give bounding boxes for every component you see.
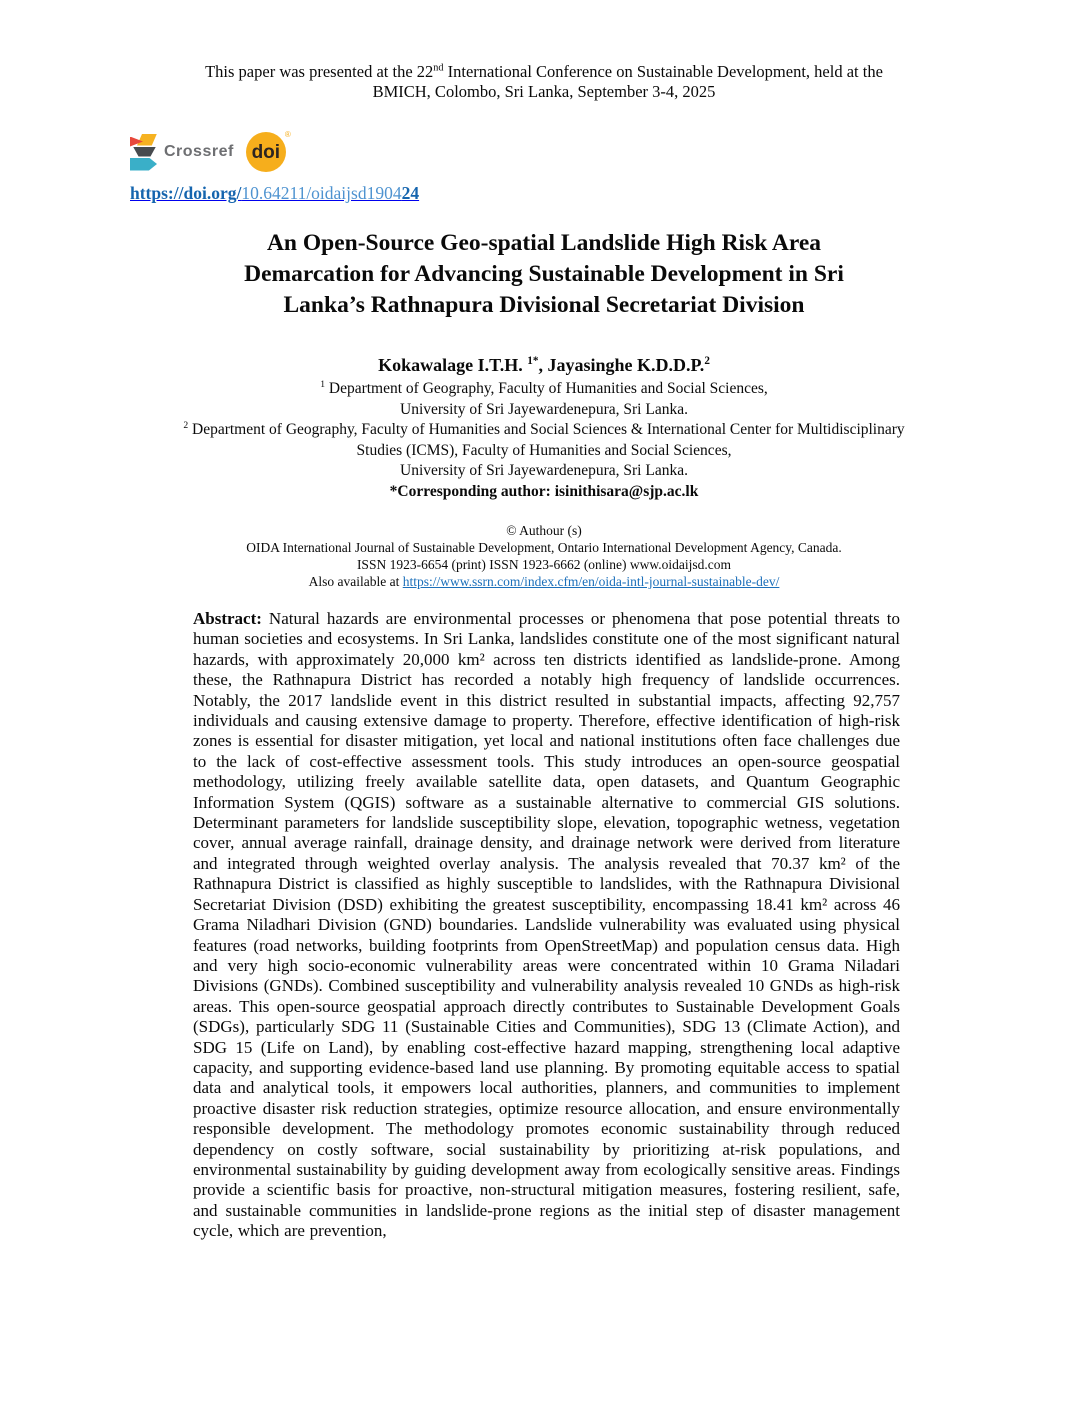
issn-line: ISSN 1923-6654 (print) ISSN 1923-6662 (online) www.oidaijsd.com [356, 557, 732, 572]
paper-title-line1: An Open-Source Geo-spatial Landslide High Risk Area [266, 230, 822, 256]
crossref-icon-teal-shape [130, 158, 157, 171]
paper-title-line2: Demarcation for Advancing Sustainable Development in Sri [244, 261, 844, 287]
authors-separator: , [538, 355, 548, 375]
conference-note-text-cont: International Conference on Sustainable Development, held at the [443, 62, 883, 81]
journal-line: OIDA International Journal of Sustainable Development, Ontario International Development Agency, Canada. [246, 540, 842, 555]
doi-link[interactable] [130, 183, 419, 203]
paper-title-line3: Lanka’s Rathnapura Divisional Secretariat Division [283, 292, 805, 318]
author-1-superscript: 1* [527, 355, 539, 367]
availability-line [0, 573, 1088, 590]
conference-note-text: This paper was presented at the 22 [205, 62, 434, 81]
crossref-logo [130, 134, 234, 171]
imprint-block [0, 522, 1088, 590]
affiliation-2-line3: University of Sri Jayewardenepura, Sri Lanka. [400, 462, 688, 479]
doi-link-line [130, 183, 1088, 204]
conference-note-line1 [0, 62, 1088, 82]
doi-registered-mark: ® [284, 130, 291, 139]
doi-link-prefix: https://doi.org/ [130, 183, 242, 203]
conference-note-line2: BMICH, Colombo, Sri Lanka, September 3-4, 2025 [372, 82, 716, 101]
crossref-icon-dark-shape [133, 147, 156, 157]
author-2-superscript: 2 [704, 355, 710, 367]
conference-note [0, 0, 1088, 102]
abstract-label: Abstract: [193, 609, 262, 628]
crossref-icon [130, 134, 157, 171]
affiliation-1-text: Department of Geography, Faculty of Humanities and Social Sciences, [325, 380, 768, 397]
affiliations-block [0, 379, 1088, 502]
ssrn-journal-link[interactable]: https://www.ssrn.com/index.cfm/en/oida-intl-journal-sustainable-dev/ [402, 574, 780, 589]
affiliation-2-superscript: 2 [183, 419, 189, 431]
corresponding-author-line: *Corresponding author: isinithisara@sjp.ac.lk [389, 482, 699, 500]
affiliation-2-text: Department of Geography, Faculty of Humanities and Social Sciences & International Center for Multidisciplinary [188, 421, 905, 438]
authors-line [0, 354, 1088, 376]
affiliation-1-line2: University of Sri Jayewardenepura, Sri Lanka. [400, 400, 688, 418]
crossref-icon-yellow-shape [137, 134, 157, 146]
copyright-line: © Authour (s) [506, 523, 582, 538]
logo-row [130, 130, 1088, 174]
affiliation-1-line1 [0, 379, 1088, 400]
doi-logo [246, 130, 291, 172]
doi-logo-label: doi [251, 141, 281, 163]
affiliation-2-line1 [0, 420, 1088, 441]
availability-prefix: Also available at [308, 574, 403, 589]
crossref-wordmark: Crossref [164, 143, 234, 160]
doi-link-suffix: 24 [401, 183, 420, 203]
affiliation-1-superscript: 1 [320, 378, 325, 390]
abstract-paragraph [193, 609, 900, 1242]
affiliation-2-line2: Studies (ICMS), Faculty of Humanities and Social Sciences, [356, 441, 732, 459]
paper-title [0, 228, 1088, 321]
author-1-name: Kokawalage I.T.H. [378, 355, 528, 375]
abstract-text: Natural hazards are environmental processes or phenomena that pose potential threats to human societies and ecosystems. In Sri Lanka, landslides constitute one of the most significant natural hazards, with approximately 20,000 km² across ten districts identified as landslide-prone. Among these, the Rathnapura District has recorded a notably high frequency of landslide occurrences. Notably, the 2017 landslide event in this district resulted in substantial impacts, affecting 92,757 individuals and causing extensive damage to property. Therefore, effective identification of high-risk zones is essential for disaster mitigation, yet local and national institutions often face challenges due to the lack of cost-effective assessment tools. This study introduces an open-source geospatial methodology, utilizing freely available satellite data, open datasets, and Quantum Geographic Information System (QGIS) software as a sustainable alternative to commercial GIS solutions. Determinant parameters for landslide susceptibility slope, elevation, topographic wetness, vegetation cover, annual average rainfall, drainage density, and drainage network were derived from literature and integrated through weighted overlay analysis. The analysis revealed that 70.37 km² of the Rathnapura District is classified as highly susceptible to landslides, with the Rathnapura Divisional Secretariat Division (DSD) exhibiting the greatest susceptibility, encompassing 18.41 km² across 46 Grama Niladhari Division (GND) boundaries. Landslide vulnerability was evaluated using physical features (road networks, building footprints from OpenStreetMap) and population census data. High and very high socio-economic vulnerability areas were concentrated within 10 Grama Niladari Divisions (GNDs). Combined susceptibility and vulnerability analysis revealed 10 GNDs as high-risk areas. This open-source geospatial approach directly contributes to Sustainable Development Goals (SDGs), particularly SDG 11 (Sustainable Cities and Communities), SDG 13 (Climate Action), and SDG 15 (Life on Land), by enabling cost-effective hazard mapping, strengthening local adaptive capacity, and supporting evidence-based land use planning. By promoting equitable access to spatial data and analytical tools, it empowers local authorities, planners, and communities to implement proactive disaster risk reduction strategies, optimize resource allocation, and ensure environmentally responsible development. The methodology promotes economic sustainability through reduced dependency on costly software, social sustainability by prioritizing at-risk populations, and environmental sustainability by guiding development away from ecologically sensitive areas. Findings provide a scientific basis for proactive, non-structural mitigation measures, fostering resilient, safe, and sustainable communities in landslide-prone regions as the initial step of disaster management cycle, which are prevention, [193, 609, 900, 1241]
doi-link-middle: 10.64211/oidaijsd1904 [241, 183, 402, 203]
author-2-name: Jayasinghe K.D.D.P. [547, 355, 705, 375]
ordinal-superscript: nd [433, 62, 444, 74]
